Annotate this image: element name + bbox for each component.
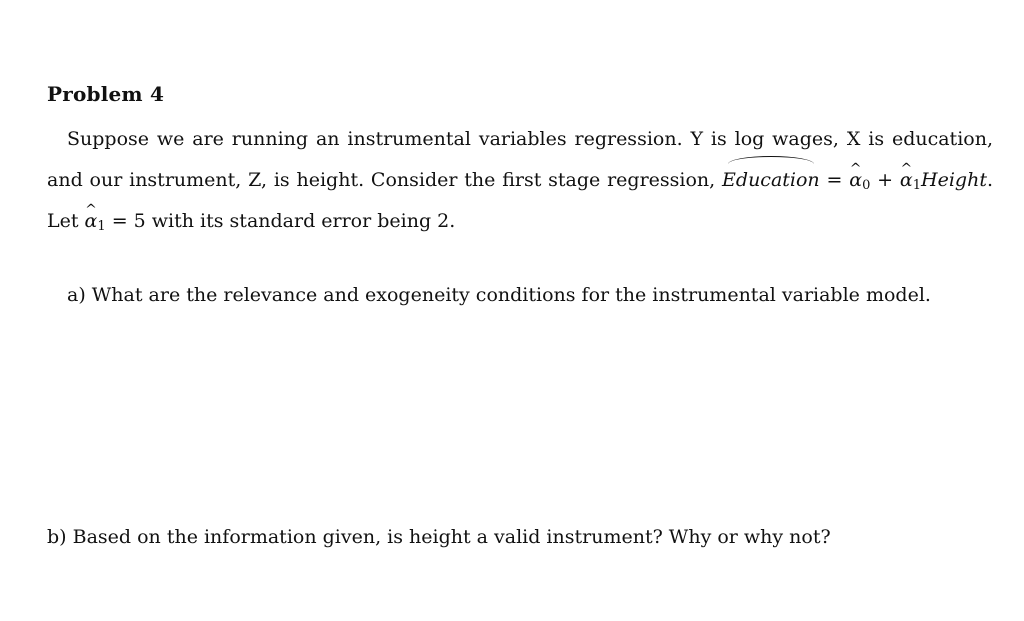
- education-hat-variable: Education: [722, 160, 820, 201]
- question-b: b) Based on the information given, is height a valid instrument? Why or why not?: [47, 526, 831, 548]
- alpha-hat-0: ^ α: [849, 160, 862, 201]
- statement-text-1: Suppose we are running an instrumental variables regression. Y is log wages, X is education, and our instrument, Z, is height. Consider the first stage regression,: [47, 128, 993, 191]
- subscript-0: 0: [862, 178, 871, 193]
- subscript-1: 1: [912, 178, 922, 193]
- height-variable: Height: [921, 169, 987, 191]
- plus-sign: +: [870, 169, 900, 191]
- alpha-hat-1-let: ^ α: [85, 201, 98, 242]
- problem-title: Problem 4: [47, 82, 165, 106]
- alpha-hat-1: ^ α: [900, 160, 913, 201]
- statement-text-3: = 5 with its standard error being 2.: [105, 210, 456, 232]
- question-a: a) What are the relevance and exogeneity conditions for the instrumental variable model.: [67, 284, 931, 306]
- problem-statement: [47, 119, 993, 242]
- statement-text-2: . Let: [47, 169, 994, 232]
- equals-sign: =: [819, 169, 850, 191]
- subscript-1-let: 1: [97, 219, 106, 234]
